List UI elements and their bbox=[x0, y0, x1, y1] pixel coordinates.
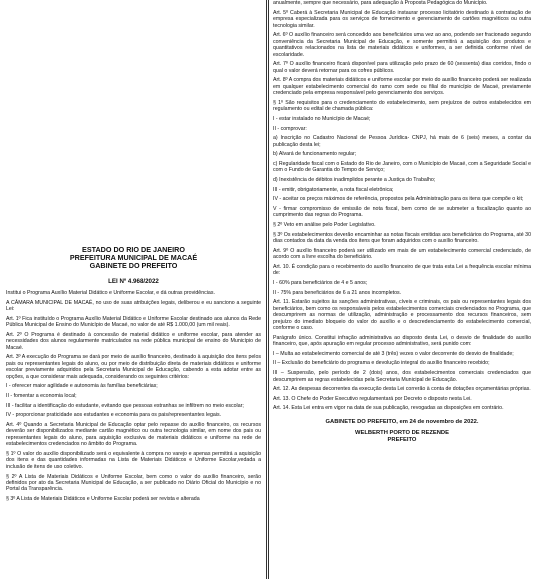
paragraph: I - oferecer maior agilidade e autonomia às famílias beneficiárias; bbox=[6, 383, 158, 390]
paragraph: III – Suspensão, pelo período de 2 (dois) anos, dos estabelecimentos comerciais credenciados que descumprirem as regras estabelecidas pela Secretaria Municipal de Educação. bbox=[273, 370, 531, 383]
paragraph: Art. 9º O auxílio financeiro poderá ser utilizado em mais de um estabelecimento comercial credenciado, de acordo com a livre escolha do beneficiário. bbox=[273, 247, 531, 261]
paragraph: Art. 5º Caberá à Secretaria Municipal de Educação instaurar processo licitatório destinado à contratação de empresa especializada para os serviços de fornecimento e gerenciamento de cartões magnéticos ou outra tecnologia similar. bbox=[273, 9, 531, 29]
paragraph: II - 75% para beneficiários de 6 a 21 anos incompletos. bbox=[273, 289, 402, 296]
paragraph: b) Alvará de funcionamento regular; bbox=[273, 151, 357, 158]
paragraph: Art. 4º Quando a Secretaria Municipal de Educação optar pelo repasse do auxílio financeiro, os recursos deverão ser disponibilizados mediante cartão magnético ou outra tecnologia similar, em nome dos pais ou representantes legais do aluno, para aquisição exclusiva de materiais didáticos e uniforme na rede de estabelecimentos credenciados no âmbito do Programa. bbox=[6, 422, 261, 448]
paragraph: § 3º Os estabelecimentos deverão encaminhar as notas fiscais emitidas aos beneficiários do Programa, até 30 dias contados da data da venda dos itens que foram adquiridos com o auxílio financeiro. bbox=[273, 231, 531, 245]
paragraph: IV - proporcionar praticidade aos estudantes e economia para os pais/representantes legais. bbox=[6, 412, 222, 419]
left-column bbox=[6, 0, 267, 579]
paragraph: Art. 3º A execução do Programa se dará por meio de auxílio financeiro, destinado à aquisição dos itens pelos pais ou representantes legais do aluno, ou por meio de distribuição direta de materiais didáticos e uniforme escolar previamente adquiridos pela Secretaria Municipal de Educação, cabendo a esta adotar entre as opções, a que considerar mais adequada, considerando os seguintes critérios: bbox=[6, 354, 261, 380]
paragraph: § 3º A Lista de Materiais Didáticos e Uniforme Escolar poderá ser revista e alterada bbox=[6, 496, 200, 503]
header-office: GABINETE DO PREFEITO bbox=[89, 261, 178, 271]
paragraph: I – Multa ao estabelecimento comercial de até 3 (três) vezes o valor decorrente do desvio de finalidade; bbox=[273, 350, 514, 357]
paragraph: anualmente, sempre que necessário, para adequação à Proposta Pedagógica do Município. bbox=[273, 0, 488, 6]
paragraph: § 2º Veto em análise pelo Poder Legislativo. bbox=[273, 222, 376, 229]
paragraph: I - estar instalado no Município de Macaé; bbox=[273, 115, 371, 122]
paragraph: Art. 11. Estarão sujeitos às sanções administrativas, cíveis e criminais, os pais ou representantes legais dos beneficiários, bem como os responsáveis pelos estabelecimentos comerciais credenciados no Programa, que descumprirem as normas de utilização, administração e processamento dos recursos financeiros, sem prejuízo do imediato bloqueio do valor do auxílio e o descredenciamento do estabelecimento comercial, conforme o caso. bbox=[273, 299, 531, 332]
paragraph: Art. 2º O Programa é destinado à concessão de material didático e uniforme escolar, para atender as necessidades dos alunos regularmente matriculados na rede pública municipal de ensino do Município de Macaé. bbox=[6, 331, 261, 351]
paragraph: § 2º A Lista de Materiais Didáticos e Uniforme Escolar, bem como o valor do auxílio financeiro, serão definidos por ato da Secretaria Municipal de Educação, a ser publicado no Diário Oficial do Município e no Portal da Transparência. bbox=[6, 473, 261, 493]
signer-name: WELBERTH PORTO DE REZENDE bbox=[355, 430, 449, 437]
header-state: ESTADO DO RIO DE JANEIRO bbox=[82, 245, 185, 254]
paragraph: Art. 12. As despesas decorrentes da execução desta Lei correrão à conta de dotações orçamentárias próprias. bbox=[273, 386, 531, 393]
right-column bbox=[268, 0, 531, 579]
right-body-text bbox=[273, 0, 531, 412]
law-title: LEI Nº 4.968/2022 bbox=[108, 277, 159, 285]
paragraph: II - comprovar: bbox=[273, 125, 307, 132]
paragraph: A CÂMARA MUNICIPAL DE MACAÉ, no uso de suas atribuições legais, deliberou e eu sanciono a seguinte Lei: bbox=[6, 299, 261, 313]
paragraph: a) Inscrição no Cadastro Nacional de Pessoa Jurídica- CNPJ, há mais de 6 (seis) meses, a contar da publicação desta lei; bbox=[273, 135, 531, 148]
paragraph: Art. 14. Esta Lei entra em vigor na data de sua publicação, revogadas as disposições em contrário. bbox=[273, 405, 504, 412]
paragraph: V - firmar compromisso de emissão de nota fiscal, bem como de se submeter a fiscalização quanto ao cumprimento das regras do Programa. bbox=[273, 205, 531, 219]
left-body-text bbox=[6, 290, 261, 502]
header-prefecture: PREFEITURA MUNICIPAL DE MACAÉ bbox=[69, 253, 198, 263]
paragraph: Art. 8º A compra dos materiais didáticos e uniforme escolar por meio do auxílio financeiro poderá ser realizada em qualquer estabelecimento comercial do ramo com sede ou filial do município de Macaé, previamente credenciado pela empresa responsável pelo gerenciamento dos serviços. bbox=[273, 77, 531, 97]
closing-place-date: GABINETE DO PREFEITO, em 24 de novembro de 2022. bbox=[325, 419, 479, 426]
paragraph: III - facilitar a identificação do estudante, evitando que pessoas estranhas se infiltrem no meio escolar; bbox=[6, 402, 244, 409]
paragraph: II - fomentar a economia local; bbox=[6, 393, 77, 400]
paragraph: Institui o Programa Auxílio Material Didático e Uniforme Escolar, e dá outras providências. bbox=[6, 290, 215, 297]
paragraph: Parágrafo único. Constitui infração administrativa ao disposto desta Lei, o desvio de finalidade do auxílio financeiro, que, após apuração em regular processo administrativo, será punido com: bbox=[273, 334, 531, 348]
paragraph: Art. 13. O Chefe do Poder Executivo regulamentará por Decreto o disposto nesta Lei. bbox=[273, 395, 472, 402]
paragraph: § 1º São requisitos para o credenciamento do estabelecimento, sem prejuízos de outros estabelecidos em regulamento ou edital de chamada pública: bbox=[273, 99, 531, 113]
paragraph: Art. 6º O auxílio financeiro será concedido aos beneficiários uma vez ao ano, podendo ser fracionado segundo conveniência da Secretaria Municipal de Educação, e somente permitirá a aquisição dos produtos e quantitativos relacionados na lista de materiais didáticos e uniformes, a ser definida conforme nível de escolaridade. bbox=[273, 32, 531, 58]
paragraph: IV - aceitar os preços máximos de referência, propostos pela Administração para os itens que compõe o kit; bbox=[273, 196, 524, 203]
paragraph: III - emitir, obrigatoriamente, a nota fiscal eletrônica; bbox=[273, 186, 394, 193]
paragraph: d) Inexistência de débitos inadimplidos perante a Justiça do Trabalho; bbox=[273, 177, 436, 184]
paragraph: I - 60% para beneficiários de 4 e 5 anos; bbox=[273, 279, 368, 286]
paragraph: Art. 1º Fica instituído o Programa Auxílio Material Didático e Uniforme Escolar destinado aos alunos da Rede Pública Municipal de Ensino do Município de Macaé, no valor de até R$ 1.000,00 (um mil reais). bbox=[6, 315, 261, 329]
signer-title: PREFEITO bbox=[387, 437, 417, 444]
paragraph: § 1º O valor do auxílio disponibilizado será o equivalente à compra no varejo e apenas permitirá a aquisição dos itens e das quantidades informadas na Lista de Materiais Didáticos e Uniforme Escolar,vedada a inclusão de itens de uso coletivo. bbox=[6, 451, 261, 470]
paragraph: Art. 7º O auxílio financeiro ficará disponível para utilização pelo prazo de 60 (sessenta) dias corridos, findo o qual o valor deverá retornar para os cofres públicos. bbox=[273, 61, 531, 74]
paragraph: Art. 10. É condição para o recebimento do auxílio financeiro de que trata esta Lei a frequência escolar mínima de: bbox=[273, 263, 531, 277]
left-column-blank-area bbox=[6, 0, 261, 246]
paragraph: c) Regularidade fiscal com o Estado do Rio de Janeiro, com o Município de Macaé, com a Seguridade Social e com o Fundo de Garantia do Tempo de Serviço; bbox=[273, 160, 531, 174]
paragraph: II – Exclusão do beneficiário do programa e devolução integral do auxílio financeiro recebido; bbox=[273, 360, 490, 367]
